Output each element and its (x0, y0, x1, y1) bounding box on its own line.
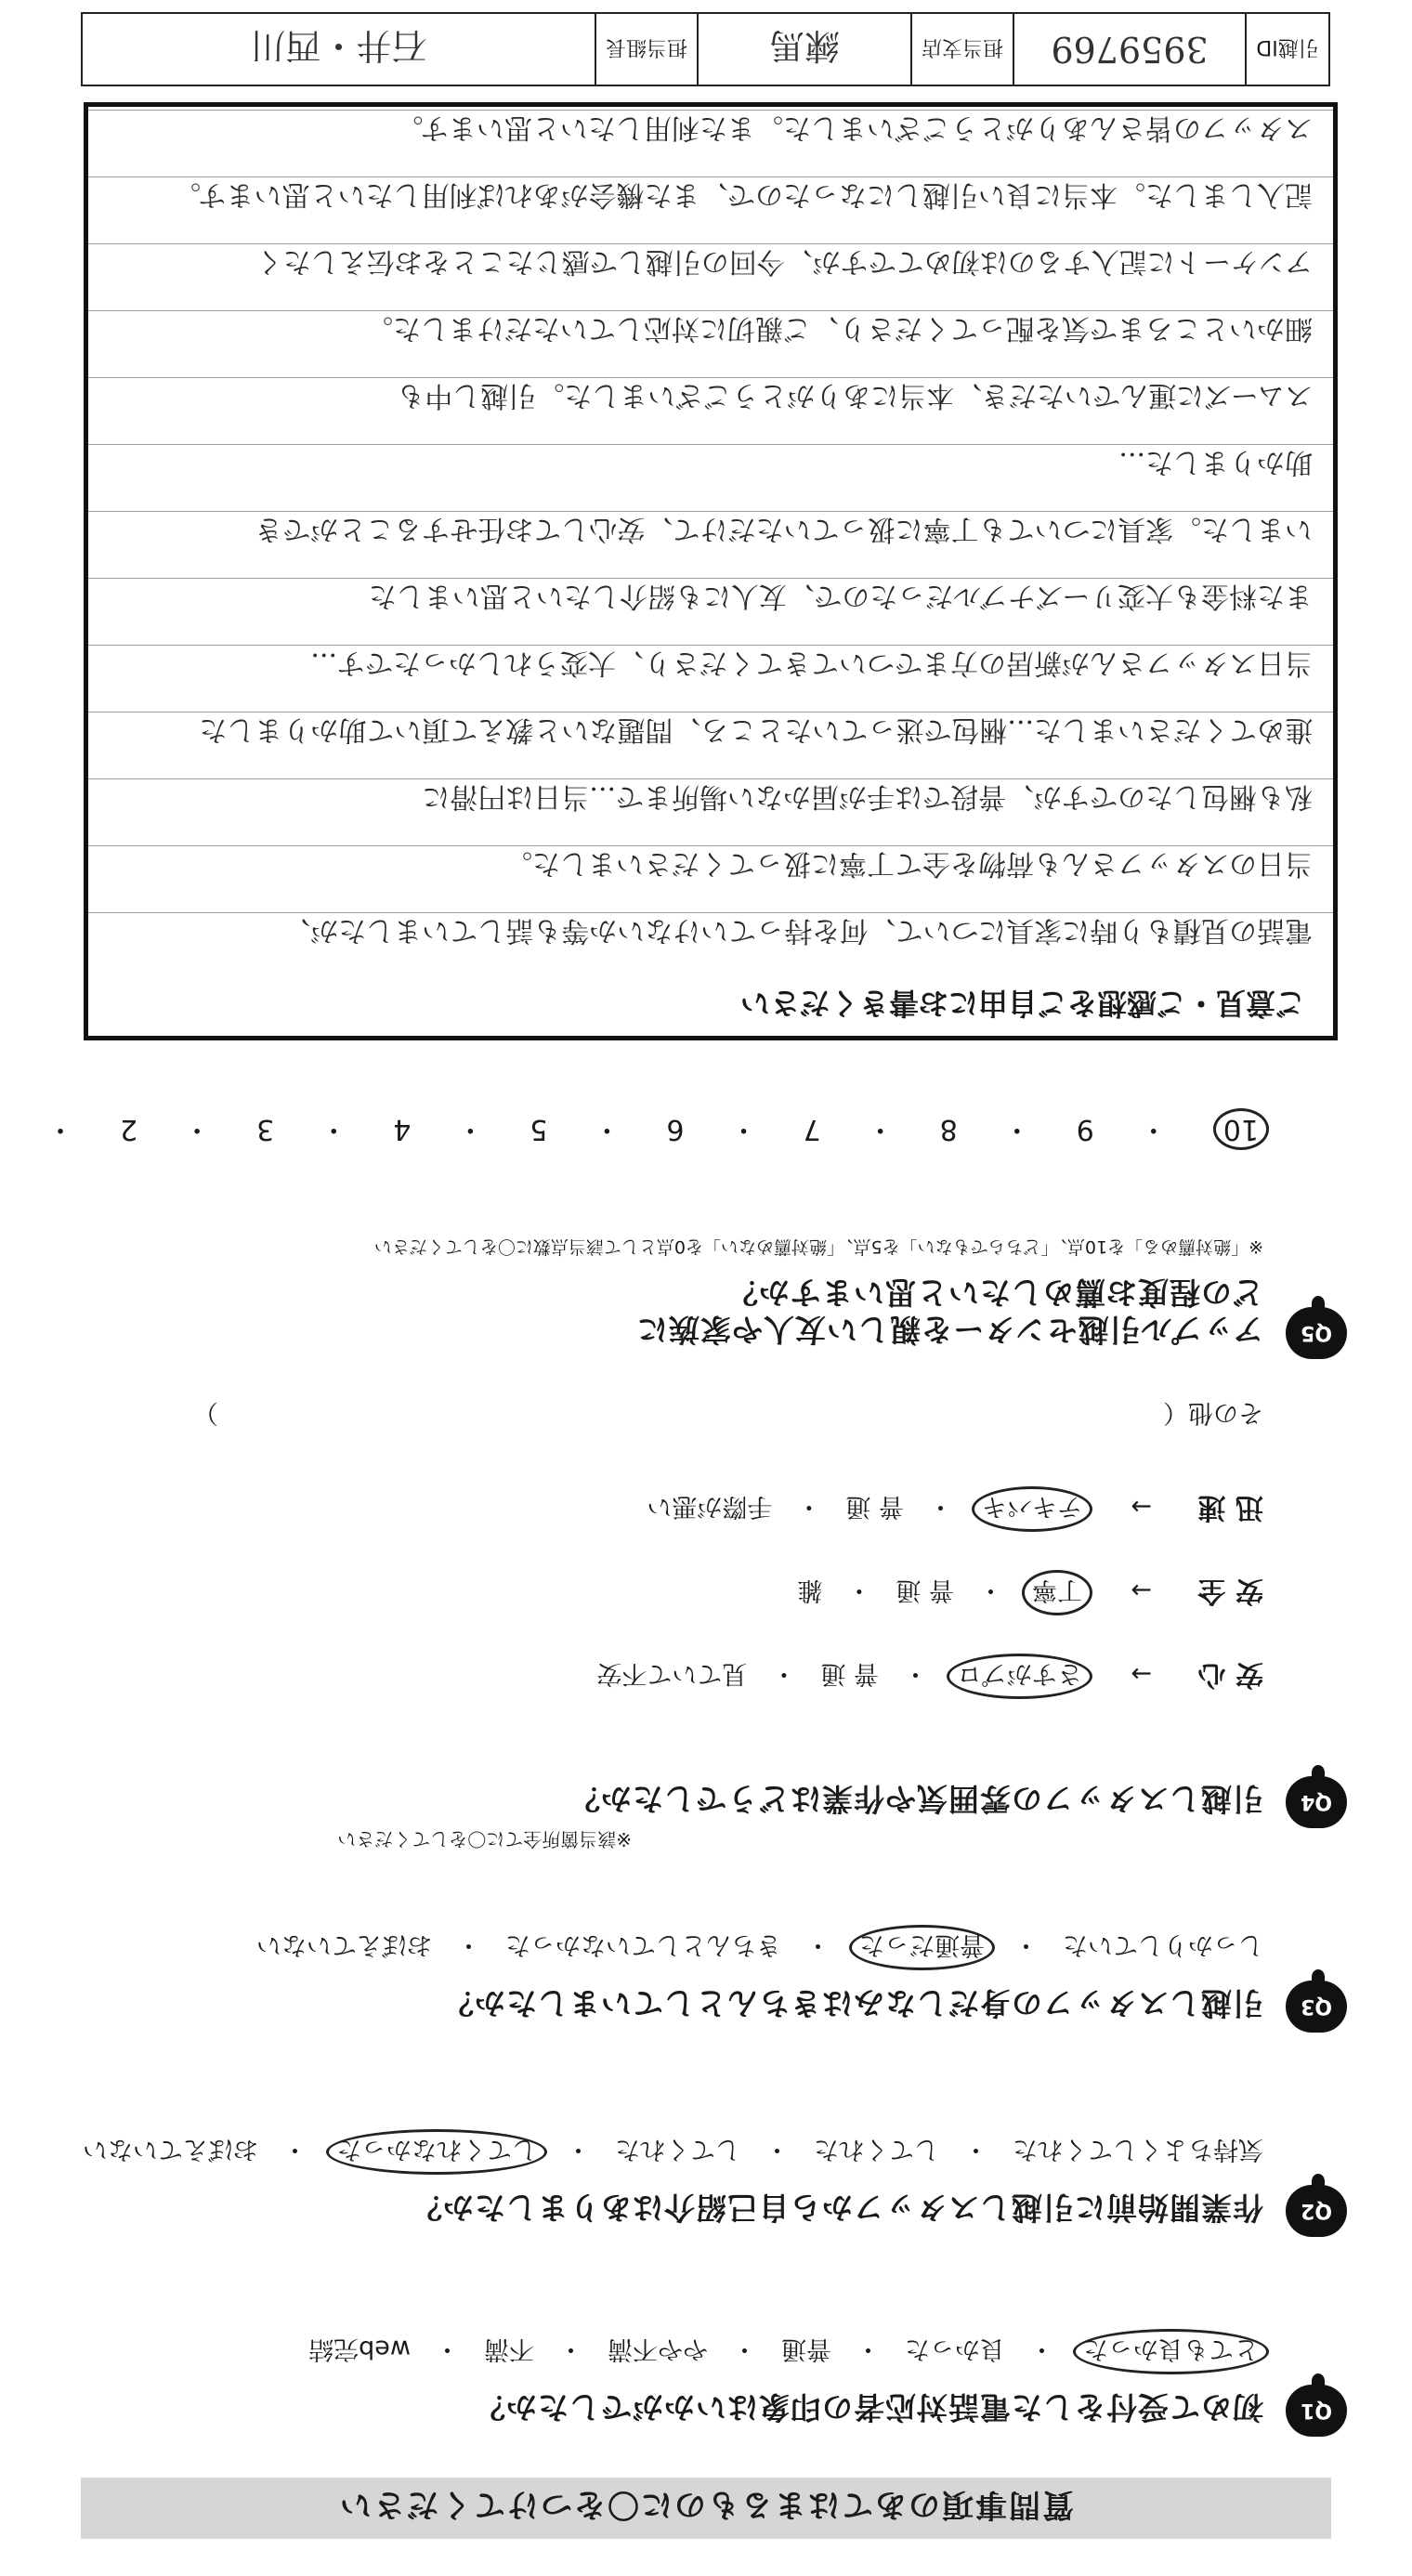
q5-note: ※「絶対薦める」を10点、「どちらでもない」を5点、「絶対薦めない」を0点として該当点数に〇をしてください (373, 1236, 1263, 1257)
comment-line: また料金も大変リーズナブルだったので、友人にも紹介したいと思いました (368, 580, 1313, 612)
q1-option-2[interactable]: 普通 (781, 2334, 831, 2363)
option-separator: ・ (903, 1659, 928, 1688)
option-separator: ・ (1029, 2334, 1054, 2363)
q2-option-3[interactable]: してくれなかった (326, 2129, 547, 2175)
q4-row-1-option-1[interactable]: 普 通 (896, 1576, 954, 1604)
footer-id-value: 3959769 (1013, 14, 1245, 85)
q5-score-6[interactable]: 6 (666, 1113, 685, 1145)
q5-score-7[interactable]: 7 (803, 1113, 821, 1145)
footer-table (81, 12, 1330, 86)
option-separator: ・ (435, 2334, 460, 2363)
footer-team-value: 石井・西川 (250, 25, 427, 67)
q4-row-label: 安 全 (1197, 1575, 1263, 1607)
instruction-banner: 質問事項のあてはまるものに〇をつけてください (81, 2478, 1331, 2539)
option-separator: ・ (856, 2334, 881, 2363)
comments-title: ご意見・ご感想をご自由にお書きください (739, 986, 1305, 1021)
q3-option-3[interactable]: おぼえていない (256, 1930, 432, 1959)
comment-line: 電話の見積もり時に家具について、何を持っていけないか等も話していましたが、 (282, 914, 1313, 947)
option-separator: ・ (456, 1930, 481, 1959)
comment-line: スムーズに運んでいただき、本当にありがとうございました。引越し中も (397, 379, 1313, 412)
footer-branch-value: 練馬 (697, 14, 910, 85)
arrow-icon: → (1131, 1492, 1152, 1521)
q1-option-4[interactable]: 不満 (484, 2334, 534, 2363)
footer-id-label: 引越ID (1245, 14, 1328, 85)
comment-line: 記入しました。本当に良い引越しになったので、また機会があれば利用したいと思います。 (173, 178, 1313, 211)
q5-score-5[interactable]: 5 (530, 1113, 548, 1145)
q4-row-anzen (797, 1574, 1263, 1615)
option-separator: ・ (765, 2135, 790, 2164)
comment-line: 当日スタッフさんが新居の方までついてきてくださり、大変うれしかったです... (310, 647, 1313, 679)
comment-line: 当日のスタッフさんも荷物を全て丁寧に扱ってくださいました。 (504, 847, 1313, 880)
comment-line: いました。家具についても丁寧に扱っていただけて、安心してお任せすることができ (255, 513, 1313, 545)
q3-option-0[interactable]: しっかりしていた (1063, 1930, 1263, 1959)
comment-line: 私も梱包したのですが、普段では手が届かない場所まで...当日は円滑に (422, 780, 1313, 813)
option-separator: ・ (771, 1659, 797, 1688)
option-separator: ・ (732, 2334, 757, 2363)
option-separator: ・ (928, 1492, 953, 1521)
option-separator: ・ (963, 2135, 988, 2164)
q2-text: 作業開始前に引越しスタッフから自己紹介はありましたか？ (411, 2190, 1263, 2226)
q3-options (256, 1929, 1263, 1966)
q4-row-0-option-2[interactable]: 見ていて不安 (596, 1659, 748, 1688)
comment-line: 細かいところまで気を配ってくださり、ご親切に対応していただけました。 (365, 312, 1313, 345)
q4-row-jinsoku (647, 1490, 1263, 1531)
q5-score-scale (0, 1112, 1263, 1153)
option-separator: ・ (282, 2135, 307, 2164)
q1-text: 初めて受付をした電話対応者の印象はいかがでしたか？ (474, 2389, 1263, 2426)
q3-text: 引越しスタッフの身だしなみはきちんとしていましたか？ (442, 1985, 1263, 2021)
q4-other-close: ） (192, 1398, 218, 1427)
comments-box (84, 102, 1338, 1040)
q1-option-5[interactable]: web完結 (308, 2334, 411, 2363)
scale-separator: ・ (46, 1113, 75, 1145)
q2-option-2[interactable]: してくれた (615, 2135, 740, 2164)
q4-row-label: 安 心 (1197, 1658, 1263, 1691)
option-separator: ・ (558, 2334, 583, 2363)
option-separator: ・ (978, 1576, 1003, 1604)
q4-row-label: 迅 速 (1197, 1491, 1263, 1523)
q3-option-2[interactable]: きちんとしていなかった (505, 1930, 781, 1959)
q1-option-0[interactable]: とても良かった (1073, 2329, 1269, 2374)
scale-separator: ・ (183, 1113, 212, 1145)
comment-line: 助かりました... (1118, 446, 1313, 478)
scale-separator: ・ (1002, 1113, 1031, 1145)
q5-score-1[interactable] (0, 1113, 1, 1145)
q4-row-1-option-0[interactable]: 丁寧 (1022, 1570, 1092, 1615)
q4-other (193, 1397, 1263, 1433)
q4-row-2-option-0[interactable]: テキパキ (972, 1486, 1092, 1532)
q5-text-line1: アップル引越センターを親しい友人や家族に (635, 1312, 1263, 1348)
option-separator: ・ (846, 1576, 872, 1604)
q5-score-9[interactable]: 9 (1076, 1113, 1094, 1145)
q4-row-1-option-2[interactable]: 雑 (797, 1576, 823, 1604)
option-separator: ・ (796, 1492, 822, 1521)
q5-badge: Q5 (1286, 1307, 1347, 1359)
q5-score-4[interactable]: 4 (393, 1113, 412, 1145)
footer-branch-label: 担当支店 (910, 14, 1013, 85)
q4-row-2-option-1[interactable]: 普 通 (845, 1492, 904, 1521)
footer-team-label: 担当組長 (595, 14, 697, 85)
q2-badge: Q2 (1286, 2185, 1347, 2237)
q1-badge: Q1 (1286, 2385, 1347, 2437)
q4-note: ※該当箇所全てに〇をしてください (337, 1828, 632, 1850)
q1-options (308, 2334, 1263, 2370)
q4-row-0-option-0[interactable]: さすがプロ (947, 1654, 1092, 1699)
option-separator: ・ (1013, 1930, 1039, 1959)
q3-option-1[interactable]: 普通だった (849, 1925, 995, 1970)
q1-option-3[interactable]: やや不満 (608, 2334, 708, 2363)
option-separator: ・ (566, 2135, 591, 2164)
q5-score-3[interactable]: 3 (256, 1113, 275, 1145)
scale-separator: ・ (456, 1113, 485, 1145)
scale-separator: ・ (320, 1113, 348, 1145)
q2-option-4[interactable]: おぼえていない (83, 2135, 258, 2164)
comment-line: アンケートに記入するのは初めてですが、今回の引越しで感じたことをお伝えしたく (255, 245, 1313, 278)
comment-line: スタッフの皆さんありがとうございました。また利用したいと思います。 (395, 111, 1313, 144)
arrow-icon: → (1131, 1576, 1152, 1604)
q5-score-8[interactable]: 8 (939, 1113, 958, 1145)
q3-badge: Q3 (1286, 1981, 1347, 2033)
q2-options (83, 2134, 1263, 2170)
q2-option-1[interactable]: してくれた (814, 2135, 939, 2164)
q4-row-anshin (596, 1657, 1263, 1698)
q2-option-0[interactable]: 気持ちよくしてくれた (1013, 2135, 1263, 2164)
scale-separator: ・ (1139, 1113, 1168, 1145)
arrow-icon: → (1131, 1659, 1152, 1688)
q1-option-1[interactable]: 良かった (905, 2334, 1005, 2363)
scale-separator: ・ (593, 1113, 621, 1145)
option-separator: ・ (805, 1930, 830, 1959)
q4-other-label: その他（ (1163, 1398, 1263, 1427)
q5-score-10[interactable]: 10 (1213, 1108, 1269, 1150)
q5-score-2[interactable]: 2 (120, 1113, 138, 1145)
q4-row-0-option-1[interactable]: 普 通 (820, 1659, 879, 1688)
scale-separator: ・ (729, 1113, 758, 1145)
q4-text: 引越しスタッフの雰囲気や作業はどうでしたか？ (569, 1781, 1263, 1817)
q5-text-line2: どの程度お薦めしたいと思いますか？ (726, 1275, 1263, 1311)
q4-badge: Q4 (1286, 1776, 1347, 1828)
scale-separator: ・ (866, 1113, 895, 1145)
q4-row-2-option-2[interactable]: 手際が悪い (647, 1492, 773, 1521)
comment-line: 進めてくださいました...梱包で迷っていたところ、問題ないと教えて頂いて助かりました (199, 713, 1313, 746)
